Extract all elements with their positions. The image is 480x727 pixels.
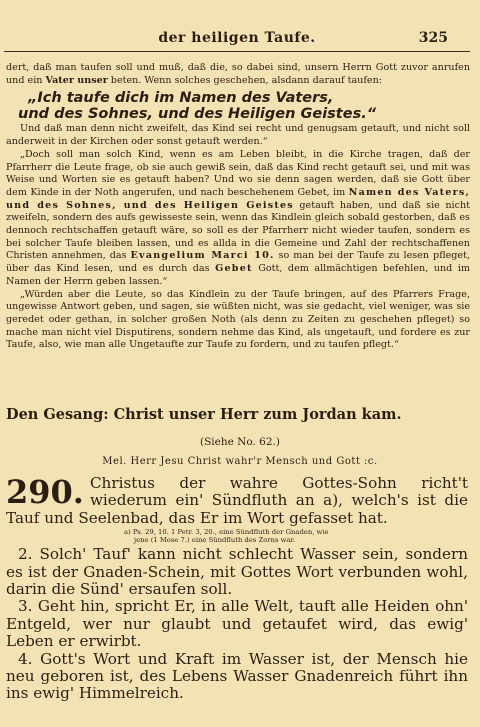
gospel-reference-emphasis: Evangelium Marci 10. bbox=[130, 250, 275, 262]
header-rule bbox=[4, 51, 470, 52]
baptismal-formula bbox=[18, 90, 470, 123]
hymn-verse-4: 4. Gott's Wort und Kraft im Wasser ist, der Mensch hie neu geboren ist, des Lebens Wasser Gnadenreich führt ihn ins ewig' Himmelreich. bbox=[6, 649, 468, 703]
baptismal-formula-line-1: „Ich taufe dich im Namen des Vaters, bbox=[28, 90, 334, 107]
melody-line: Mel. Herr Jesu Christ wahr'r Mensch und Gott :c. bbox=[102, 456, 378, 467]
hymn-verse-1-text: Christus der wahre Gottes-Sohn richt't wiederum ein' Sündfluth an a), welch's ist die Tauf und Seelenbad, das Er im Wort gefasset hat. bbox=[6, 474, 468, 527]
paragraph-1-text-a: dert, daß man taufen soll und muß, daß die, so dabei sind, unsern Herrn Gott zuvor anrufen und ein bbox=[6, 62, 470, 86]
hymn-verse-2: 2. Solch' Tauf' kann nicht schlecht Wasser sein, sondern es ist der Gnaden-Schein, mit Gottes Wort verbunden wohl, darin die Sünd' ersaufen soll. bbox=[6, 545, 468, 599]
running-title: der heiligen Taufe. bbox=[158, 30, 316, 46]
hymn-verse-1 bbox=[6, 475, 468, 527]
hymn-number: 290. bbox=[6, 473, 84, 511]
hymn-footnote-line-1: a) Ps. 29, 10. 1 Petr. 3, 20., eine Sündfluth der Gnaden, wie bbox=[124, 528, 329, 537]
running-head bbox=[8, 0, 466, 46]
body-text bbox=[6, 62, 470, 352]
paragraph-3-text-g: Gott, dem allmächtigen befehlen, und im Namen der Herrn geben lassen.“ bbox=[6, 263, 470, 287]
prayer-emphasis: Gebet bbox=[215, 263, 253, 275]
hymn-footnote-line-2: jene (1 Mose 7.) eine Sündfluth des Zorns war. bbox=[134, 536, 296, 545]
paragraph-1-text-c: beten. Wenn solches geschehen, alsdann darauf taufen: bbox=[107, 74, 382, 86]
hymn-verse-3: 3. Geht hin, spricht Er, in alle Welt, tauft alle Heiden ohn' Entgeld, wer nur glaubt und getaufet wird, das ewig' Leben er erwirbt. bbox=[6, 597, 468, 651]
hymn-heading: Den Gesang: Christ unser Herr zum Jordan kam. bbox=[6, 406, 402, 423]
paragraph-3-text-a: „Doch soll man solch Kind, wenn es am Leben bleibt, in die Kirche tragen, daß der Pfarrherr die Leute frage, ob sie auch gewiß sein, daß das Kind recht getauft sei, und mit was Weise und Worten sie es getauft haben? Und wo sie denn sagen werden, daß sie Gott über dem Kinde in der Noth angerufen, und nach beschehenem Gebet, im bbox=[6, 148, 470, 198]
paragraph-2: Und daß man denn nicht zweifelt, das Kind sei recht und genugsam getauft, und nicht soll anderweit in der Kirchen oder sonst getauft werden.“ bbox=[6, 123, 470, 148]
trinity-name-emphasis: Namen des Vaters, und des Sohnes, und des Heiligen Geistes bbox=[6, 186, 471, 211]
hymn-text bbox=[6, 475, 468, 703]
lords-prayer-emphasis: Vater unser bbox=[45, 74, 108, 86]
hymn-reference: (Siehe No. 62.) bbox=[200, 436, 280, 448]
paragraph-4: „Würden aber die Leute, so das Kindlein zu der Taufe bringen, auf des Pfarrers Frage, ungewisse Antwort geben, und sagen, sie wüßten nicht, was sie gedacht, viel weniger, was sie geredet oder gethan, in solcher großen Noth (als denn zu Zeiten zu geschehen pfleget) so mache man nicht viel Disputirens, sondern nehme das Kind, als ungetauft, und fordere es zur Taufe, also, wie man alle Ungetaufte zur Taufe zu fordern, und zu taufen pflegt.“ bbox=[6, 288, 470, 351]
paragraph-3-text-c: getauft haben, und daß sie nicht zweifeln, sondern des aufs gewisseste sein, wenn das Kindlein gleich sobald gestorben, daß es dennoch rechtschaffen getauft wäre, so soll es der Pfarrherr nicht wieder taufen, sondern es bei solcher Taufe bleiben lassen, und es allda in die Gemeine und Zahl der rechtschaffenen Christen annehmen, das bbox=[6, 199, 470, 262]
page-number: 325 bbox=[418, 30, 448, 46]
paragraph-1 bbox=[6, 62, 470, 87]
paragraph-3 bbox=[6, 149, 470, 289]
baptismal-formula-line-2: und des Sohnes, und des Heiligen Geistes.“ bbox=[18, 106, 377, 123]
hymn-footnote bbox=[124, 528, 468, 544]
paragraph-3-text-e: so man bei der Taufe zu lesen pfleget, über das Kind lesen, und es durch das bbox=[6, 250, 470, 275]
